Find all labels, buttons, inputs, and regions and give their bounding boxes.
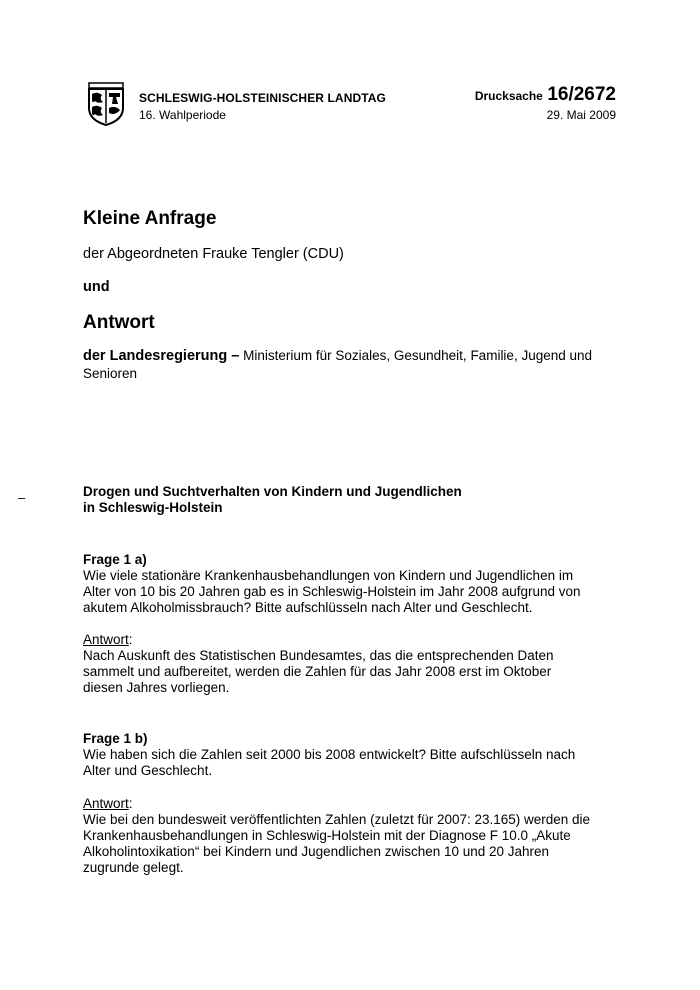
margin-mark: – xyxy=(18,490,26,505)
answer-1b xyxy=(83,796,623,876)
legislative-period: 16. Wahlperiode xyxy=(139,108,226,122)
parliament-name: SCHLESWIG-HOLSTEINISCHER LANDTAG xyxy=(139,91,386,105)
kleine-anfrage-heading: Kleine Anfrage xyxy=(83,208,217,229)
answer-label-line xyxy=(83,632,623,648)
ministerium-name: Ministerium für Soziales, Gesundheit, Familie, Jugend und Senioren xyxy=(83,348,593,381)
text-line: Nach Auskunft des Statistischen Bundesamtes, das die entsprechenden Daten xyxy=(83,648,554,663)
subject-line-1: Drogen und Suchtverhalten von Kindern und Jugendlichen xyxy=(83,484,462,499)
drucksache xyxy=(475,84,616,106)
answer-1a xyxy=(83,632,623,696)
text-line: Alter und Geschlecht. xyxy=(83,763,213,778)
question-1b xyxy=(83,731,623,779)
text-line: Krankenhausbehandlungen in Schleswig-Holstein mit der Diagnose F 10.0 „Akute xyxy=(83,828,571,843)
question-text xyxy=(83,747,623,779)
subject-heading xyxy=(83,484,623,516)
abgeordnete-line: der Abgeordneten Frauke Tengler (CDU) xyxy=(83,246,344,262)
answer-label: Antwort xyxy=(83,632,129,647)
antwort-heading: Antwort xyxy=(83,312,155,333)
text-line: zugrunde gelegt. xyxy=(83,860,184,875)
text-line: diesen Jahres vorliegen. xyxy=(83,680,230,695)
und-line: und xyxy=(83,279,110,295)
question-label: Frage 1 a) xyxy=(83,552,147,567)
answer-text xyxy=(83,648,623,696)
text-line: Alkoholintoxikation“ bei Kindern und Jugendlichen zwischen 10 und 20 Jahren xyxy=(83,844,550,859)
answer-label-line xyxy=(83,796,623,812)
text-line: akutem Alkoholmissbrauch? Bitte aufschlüsseln nach Alter und Geschlecht. xyxy=(83,600,533,615)
answer-colon: : xyxy=(128,632,133,647)
document-date: 29. Mai 2009 xyxy=(546,108,616,122)
subject-line-2: in Schleswig-Holstein xyxy=(83,500,223,515)
text-line: Wie haben sich die Zahlen seit 2000 bis 2008 entwickelt? Bitte aufschlüsseln nach xyxy=(83,747,576,762)
text-line: Wie bei den bundesweit veröffentlichten Zahlen (zuletzt für 2007: 23.165) werden die xyxy=(83,812,591,827)
text-line: Wie viele stationäre Krankenhausbehandlungen von Kindern und Jugendlichen im xyxy=(83,568,574,583)
landesregierung-line xyxy=(83,347,623,382)
text-line: sammelt und aufbereitet, werden die Zahlen für das Jahr 2008 erst im Oktober xyxy=(83,664,552,679)
question-label: Frage 1 b) xyxy=(83,731,148,746)
answer-colon: : xyxy=(128,796,133,811)
question-text xyxy=(83,568,623,616)
question-1a xyxy=(83,552,623,616)
answer-label: Antwort xyxy=(83,796,129,811)
landesregierung-label: der Landesregierung – xyxy=(83,348,240,364)
text-line: Alter von 10 bis 20 Jahren gab es in Schleswig-Holstein im Jahr 2008 aufgrund von xyxy=(83,584,581,599)
coat-of-arms-icon xyxy=(86,82,126,126)
drucksache-label: Drucksache xyxy=(474,89,543,103)
drucksache-number: 16/2672 xyxy=(547,84,616,105)
answer-text xyxy=(83,812,623,876)
